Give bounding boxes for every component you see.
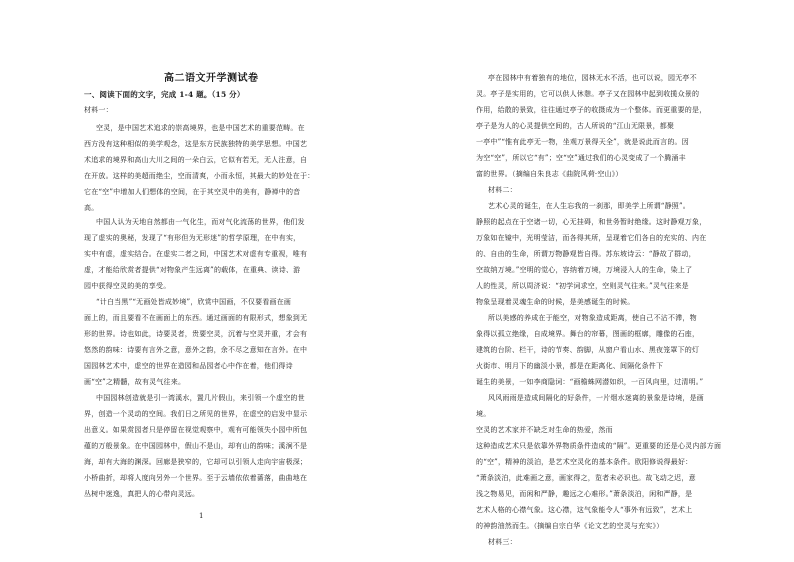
text-line: 的“空”，精神的淡泊，是艺术空灵化的基本条件。欧阳修说得最好： bbox=[476, 458, 693, 466]
text-line: 火街市、明月下的幽淡小景，都是在距离化、间隔化条件下 bbox=[476, 362, 664, 370]
text-line: 的、自由的生命，所谓万物静观皆自得。苏东坡诗云：“静故了群动， bbox=[476, 250, 696, 258]
text-line: 一亭中”“惟有此亭无一物，坐观万景得天全”，就是说此而言的。因 bbox=[476, 138, 689, 146]
text-line: 面上的，而且要看不在画面上的东西。通过画面的有限形式，想象到无 bbox=[84, 314, 308, 322]
text-line: 空故纳万境。”空明的觉心，容纳着万境，万境浸入人的生命，染上了 bbox=[476, 266, 693, 274]
text-line: 园中获得空灵的美的享受。 bbox=[84, 282, 171, 290]
text-line: 这种造成艺术只是依靠外界物质条件造成的“隔”。更重要的还是心灵内部方面 bbox=[476, 442, 722, 450]
section-heading: 一、阅读下面的文字，完成 1-4 题。（15 分） bbox=[84, 90, 245, 99]
text-line: 浅之物易见，而闲和严静，趣远之心难形。”萧条淡泊，闲和严静，是 bbox=[476, 490, 693, 498]
text-line: 万象如在镜中，光明莹洁，而各得其所，呈现着它们各自的充实的、内在 bbox=[476, 234, 707, 242]
text-line: 高。 bbox=[84, 204, 99, 212]
material-label: 材料三： bbox=[488, 538, 517, 546]
text-line: 国园林艺术中，虚空的世界在造园和品园者心中作在着，他们得诗 bbox=[84, 362, 293, 370]
text-line: 蕴的万般景象。在中国园林中，假山不是山，却有山的韵味；溪涧不是 bbox=[84, 442, 308, 450]
text-line: “萧条淡泊，此难画之意，画家得之，览者未必识也。故飞动之迟，意 bbox=[476, 474, 696, 482]
material-label: 材料二： bbox=[488, 186, 517, 194]
text-line: 画“空”之精髓，故有灵气往来。 bbox=[84, 378, 186, 386]
text-line: 为空“空”，所以它“有”；空“空”通过我们的心灵变成了一个腾涌丰 bbox=[476, 154, 686, 162]
text-line: 建筑的台阶、栏干，诗的节奏、韵脚，从窗户看山水、黑夜笼罩下的灯 bbox=[476, 346, 700, 354]
text-line: 小桥曲折，却将人度向另外一个世界。至于云墙依依着蔷落，曲曲地在 bbox=[84, 474, 308, 482]
text-line: 中国园林创造就是引一湾溪水，置几片假山，来引领一个虚空的世 bbox=[96, 394, 305, 402]
text-line: 界，创造一个灵动的空间。我们日之所见的世界，在虚空的启发中显示 bbox=[84, 410, 308, 418]
text-line: 出意义。如果赏园者只是停留在视觉观察中，观有可能领失小园中所包 bbox=[84, 426, 308, 434]
text-line: 静照的起点在于空诸一切，心无挂碍，和世务暂时绝缘。这时静观万象， bbox=[476, 218, 707, 226]
text-line: 空灵，是中国艺术追求的崇高境界，也是中国艺术的重要范畴。在 bbox=[96, 124, 305, 132]
text-line: 在开放。这样的美超而绝尘，空而清爽，小而永恒，其最大的妙处在于： bbox=[84, 172, 315, 180]
page-number: 1 bbox=[199, 512, 204, 520]
text-line: 诞生的美景，一如李商隐词：“画檐蛛网潜如织，一百风向里，过清明。” bbox=[476, 378, 704, 386]
text-line: 西方没有这种相似的美学观念，这是东方民族独特的美学思想。中国艺 bbox=[84, 140, 308, 148]
text-line: 亭在园林中有着独有的地位，园林无水不活，也可以说，园无亭不 bbox=[488, 74, 697, 82]
text-line: 所以美感的养成在于能空，对物象造成距离，使自己不沾不滞，物 bbox=[488, 314, 697, 322]
text-line: 中国人认为天地自然都由一气化生，而对气化流荡的世界，他们发 bbox=[96, 218, 305, 226]
text-line: 人的性灵，所以周济说：“初学词求空，空则灵气往来。”灵气往来是 bbox=[476, 282, 689, 290]
text-line: 丛树中迷逸，真把人的心带向灵远。 bbox=[84, 490, 200, 498]
text-line: 象得以孤立绝缘，自成境界。舞台的帘幕，图画的框廓，雕像的石座， bbox=[476, 330, 700, 338]
text-line: 灵。亭子是实用的，它可以供人休憩。亭子又在园林中起到收揽众景的 bbox=[476, 90, 700, 98]
text-line: 它在“空”中增加人们想体的空间，在于其空灵中的美有，静禅中的音 bbox=[84, 188, 301, 196]
text-line: 富的世界。（摘编自朱良志《曲院风荷·空山》） bbox=[476, 170, 623, 178]
material-label: 材料一： bbox=[84, 106, 113, 114]
text-line: 悠然的韵味：诗要有言外之意，意外之韵，余不尽之意知在言外。在中 bbox=[84, 346, 308, 354]
text-line: 实中有虚，虚实结合。在虚实二者之间，中国艺术对虚有专重视，唯有 bbox=[84, 250, 308, 258]
text-line: “计白当黑”“无画处皆成妙境”，欣赏中国画，不仅要看画在画 bbox=[96, 298, 292, 306]
text-line: 现了虚实的奥秘，发现了“有形但为无形迷”的哲学原理，在中有实， bbox=[84, 234, 301, 242]
text-line: 术追求的境界和高山大川之间的一朵白云，它似有若无，无人注意，自 bbox=[84, 156, 308, 164]
page-title: 高二语文开学测试卷 bbox=[164, 73, 259, 84]
text-line: 风风雨雨是造成间隔化的好条件，一片烟水迷离的景象是诗境，是画 bbox=[488, 394, 704, 402]
text-line: 的神韵油然而生。（摘编自宗白华《论文艺的空灵与充实》） bbox=[476, 522, 664, 530]
text-line: 虚，才能给欣赏者提供“对物象产生远离”的载体，在重典、读诗、游 bbox=[84, 266, 301, 274]
text-line: 海，却有大海的渊深。回廊是狭窄的，它却可以引领人走向宇宙极深； bbox=[84, 458, 308, 466]
text-line: 空灵的艺术家并不缺乏对生命的热爱，然而 bbox=[476, 426, 613, 434]
text-line: 亭子是为人的心灵提供空间的，古人所说的“江山无限景，都聚 bbox=[476, 122, 675, 130]
text-line: 物象呈现着灵魂生命的时候，是美感诞生的时候。 bbox=[476, 298, 635, 306]
text-line: 艺术心灵的诞生，在人生忘我的一刹那，即美学上所谓“静照”。 bbox=[488, 202, 690, 210]
text-line: 境。 bbox=[476, 410, 491, 418]
text-line: 形的世界。诗也如此，诗要灵者，贵要空灵，沉着与空灵并重，才会有 bbox=[84, 330, 308, 338]
text-line: 作用，给散的景致，往往通过亭子的收摄成为一个整体。而更重要的是， bbox=[476, 106, 707, 114]
text-line: 艺术人格的心襟气象。这心襟，这气象能令人“事外有远致”，艺术上 bbox=[476, 506, 693, 514]
